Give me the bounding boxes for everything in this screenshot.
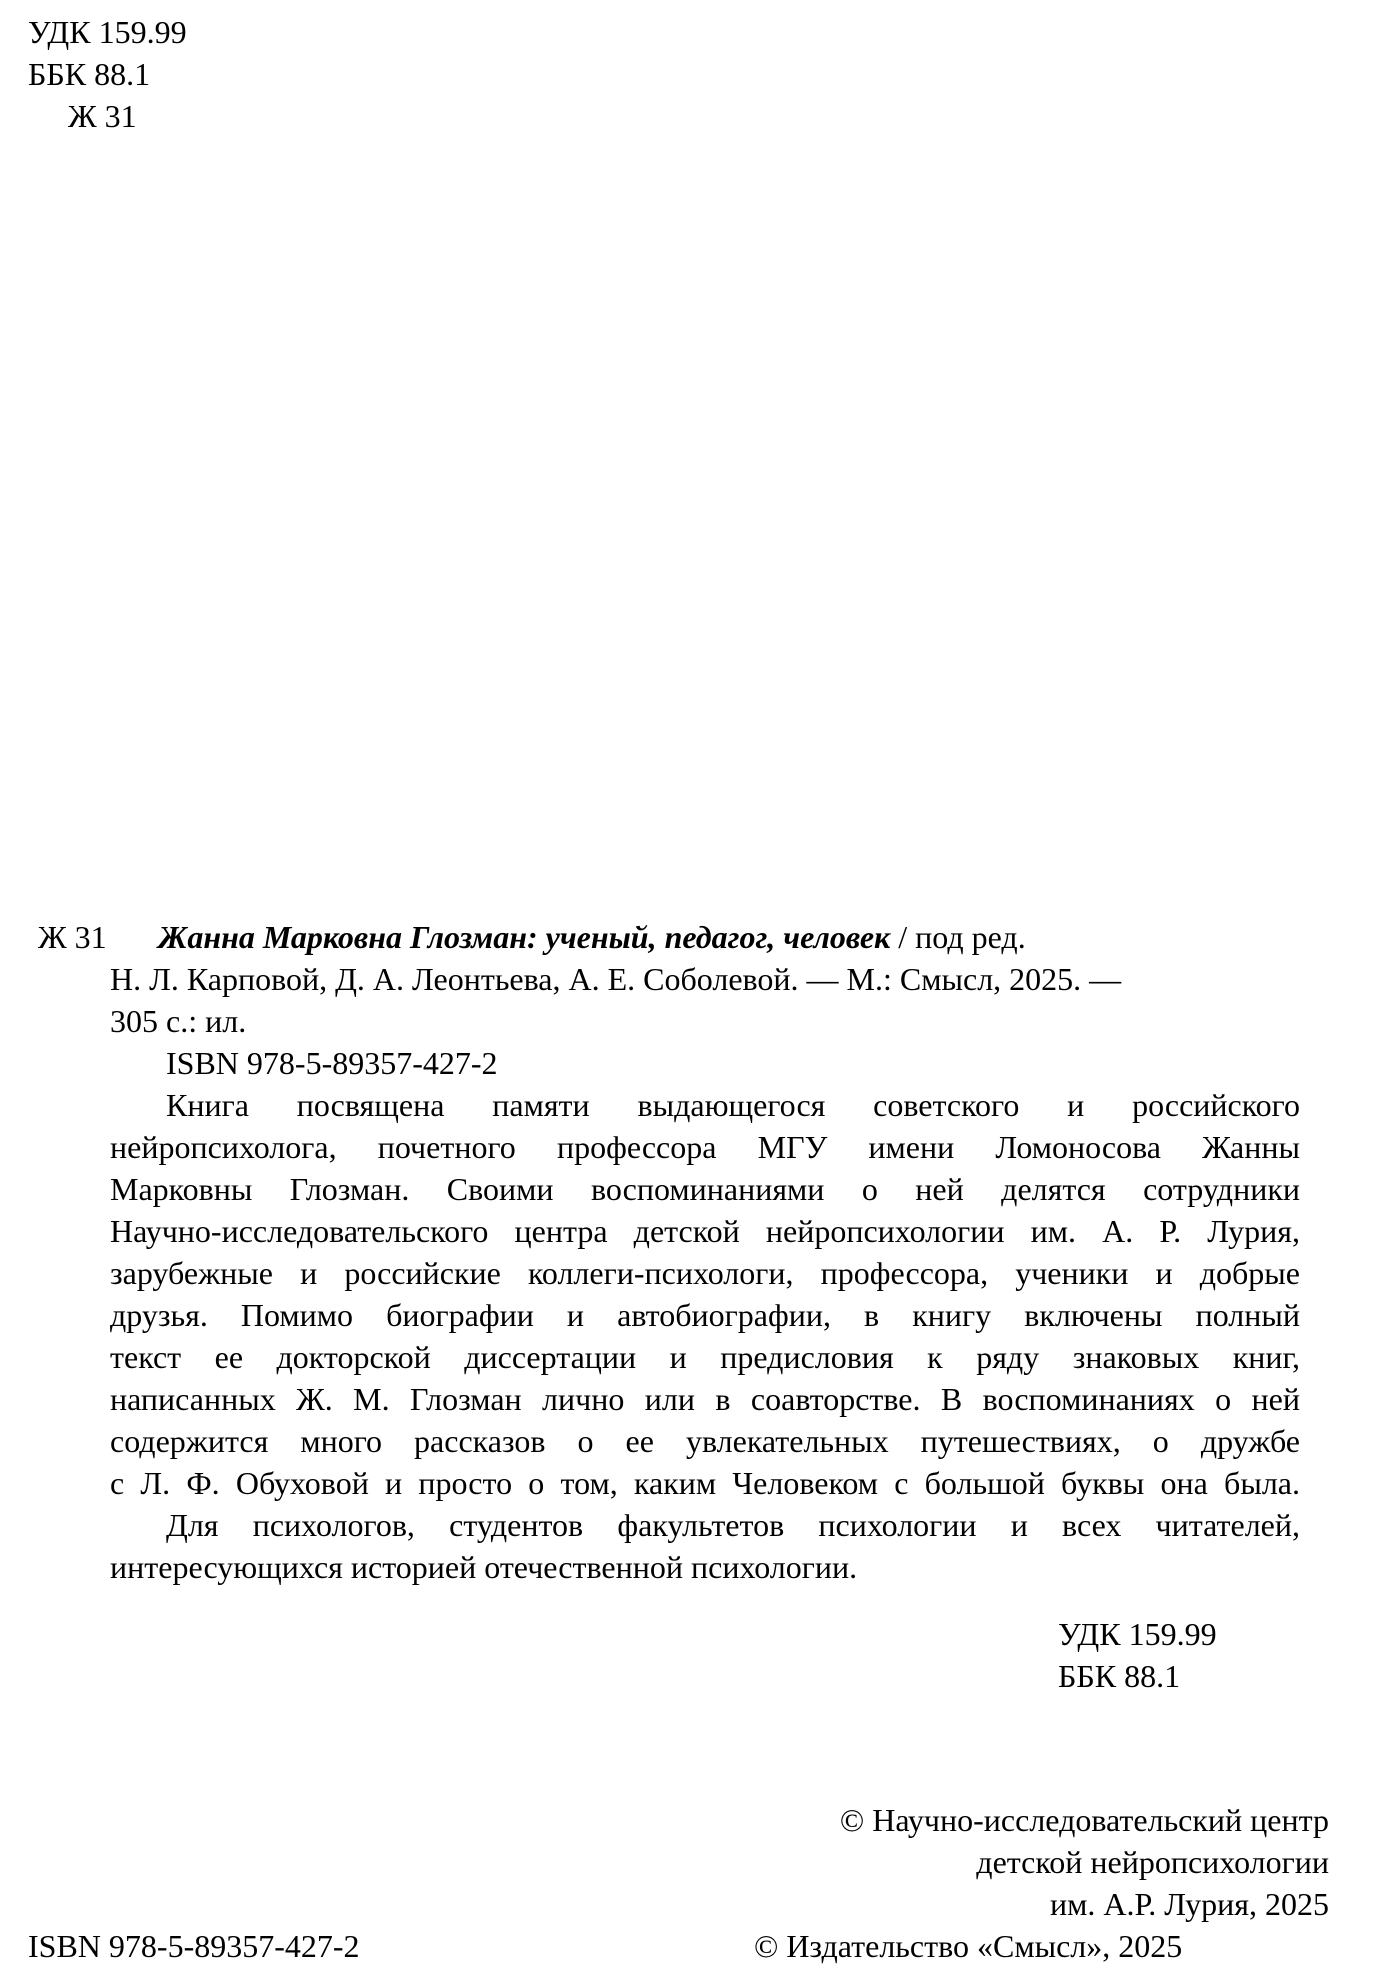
udk-code-bottom: УДК 159.99 [1058, 1616, 1217, 1652]
isbn-line: ISBN 978-5-89357-427-2 [166, 1045, 498, 1081]
editor-prefix: / под ред. [890, 919, 1026, 955]
bbk-code-bottom: ББК 88.1 [1058, 1658, 1181, 1694]
copyright-center-name: им. А.Р. Лурия, 2025 [1049, 1886, 1329, 1922]
abstract-line: нейропсихолога, почетного профессора МГУ имени Ломоносова Жанны [110, 1129, 1300, 1165]
bbk-code-top: ББК 88.1 [28, 56, 151, 92]
pages-line: 305 с.: ил. [110, 1003, 247, 1039]
book-title: Жанна Марковна Глозман: ученый, педагог, человек [158, 919, 891, 955]
abstract-line: с Л. Ф. Обуховой и просто о том, каким Человеком с большой буквы она была. [110, 1465, 1300, 1501]
abstract-line: содержится много рассказов о ее увлекательных путешествиях, о дружбе [110, 1423, 1300, 1459]
abstract-line: Книга посвящена памяти выдающегося советского и российского [166, 1087, 1300, 1123]
catalog-title-line [158, 917, 1026, 957]
copyright-center-cont: детской нейропсихологии [976, 1844, 1329, 1880]
abstract-line: зарубежные и российские коллеги-психологи, профессора, ученики и добрые [110, 1255, 1300, 1291]
abstract-line: Марковны Глозман. Своими воспоминаниями о ней делятся сотрудники [110, 1171, 1300, 1207]
author-sign-top: Ж 31 [68, 98, 137, 134]
audience-line: Для психологов, студентов факультетов психологии и всех читателей, [166, 1507, 1300, 1543]
abstract-line: написанных Ж. М. Глозман лично или в соавторстве. В воспоминаниях о ней [110, 1381, 1300, 1417]
abstract-line: Научно-исследовательского центра детской нейропсихологии им. А. Р. Лурия, [110, 1213, 1300, 1249]
audience-line: интересующихся историей отечественной психологии. [110, 1549, 858, 1585]
isbn-footer: ISBN 978-5-89357-427-2 [28, 1928, 360, 1964]
catalog-code: Ж 31 [38, 919, 107, 955]
copyright-publisher: © Издательство «Смысл», 2025 [754, 1928, 1183, 1964]
udk-code-top: УДК 159.99 [28, 14, 187, 50]
abstract-line: друзья. Помимо биографии и автобиографии, в книгу включены полный [110, 1297, 1300, 1333]
editors-line: Н. Л. Карповой, Д. А. Леонтьева, А. Е. Соболевой. — М.: Смысл, 2025. — [110, 961, 1122, 997]
copyright-center: © Научно-исследовательский центр [839, 1802, 1329, 1838]
abstract-line: текст ее докторской диссертации и предисловия к ряду знаковых книг, [110, 1339, 1300, 1375]
